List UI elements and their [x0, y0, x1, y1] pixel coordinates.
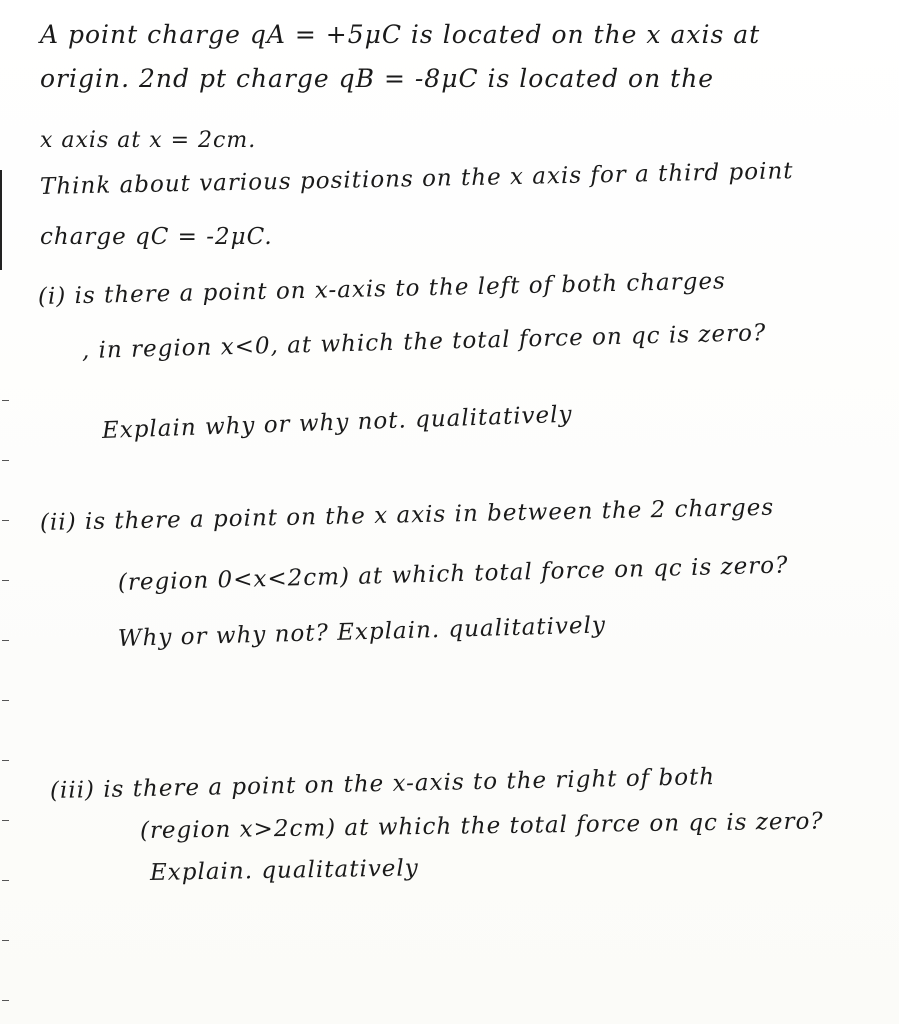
- edge-tick: [2, 580, 9, 581]
- edge-tick: [2, 1000, 9, 1001]
- intro-line: Think about various positions on the x axis for a third point: [39, 158, 794, 200]
- question-iii-line: Explain. qualitatively: [149, 855, 419, 886]
- edge-tick: [2, 760, 9, 761]
- intro-line: A point charge qA = +5μC is located on the x axis at: [40, 20, 761, 49]
- question-ii-line: Why or why not? Explain. qualitatively: [117, 612, 607, 652]
- intro-line: x axis at x = 2cm.: [40, 128, 257, 153]
- edge-tick: [2, 400, 9, 401]
- question-ii-line: (region 0<x<2cm) at which total force on qc is zero?: [117, 552, 789, 596]
- intro-line: origin. 2nd pt charge qB = -8μC is located on the: [40, 64, 715, 93]
- question-i-line: , in region x<0, at which the total force on qc is zero?: [81, 320, 767, 364]
- edge-tick: [2, 520, 9, 521]
- question-iii-line: (iii) is there a point on the x-axis to the right of both: [49, 764, 716, 804]
- question-i-line: Explain why or why not. qualitatively: [101, 401, 573, 444]
- edge-tick: [2, 460, 9, 461]
- edge-tick: [2, 700, 9, 701]
- edge-tick: [2, 640, 9, 641]
- edge-bar: [0, 170, 2, 270]
- edge-tick: [2, 820, 9, 821]
- question-ii-line: (ii) is there a point on the x axis in between the 2 charges: [39, 494, 775, 536]
- question-i-line: (i) is there a point on x-axis to the left of both charges: [37, 268, 727, 310]
- intro-line: charge qC = -2μC.: [40, 224, 273, 250]
- edge-tick: [2, 940, 9, 941]
- edge-tick: [2, 880, 9, 881]
- binder-edge: [0, 0, 14, 1024]
- question-iii-line: (region x>2cm) at which the total force on qc is zero?: [139, 808, 824, 844]
